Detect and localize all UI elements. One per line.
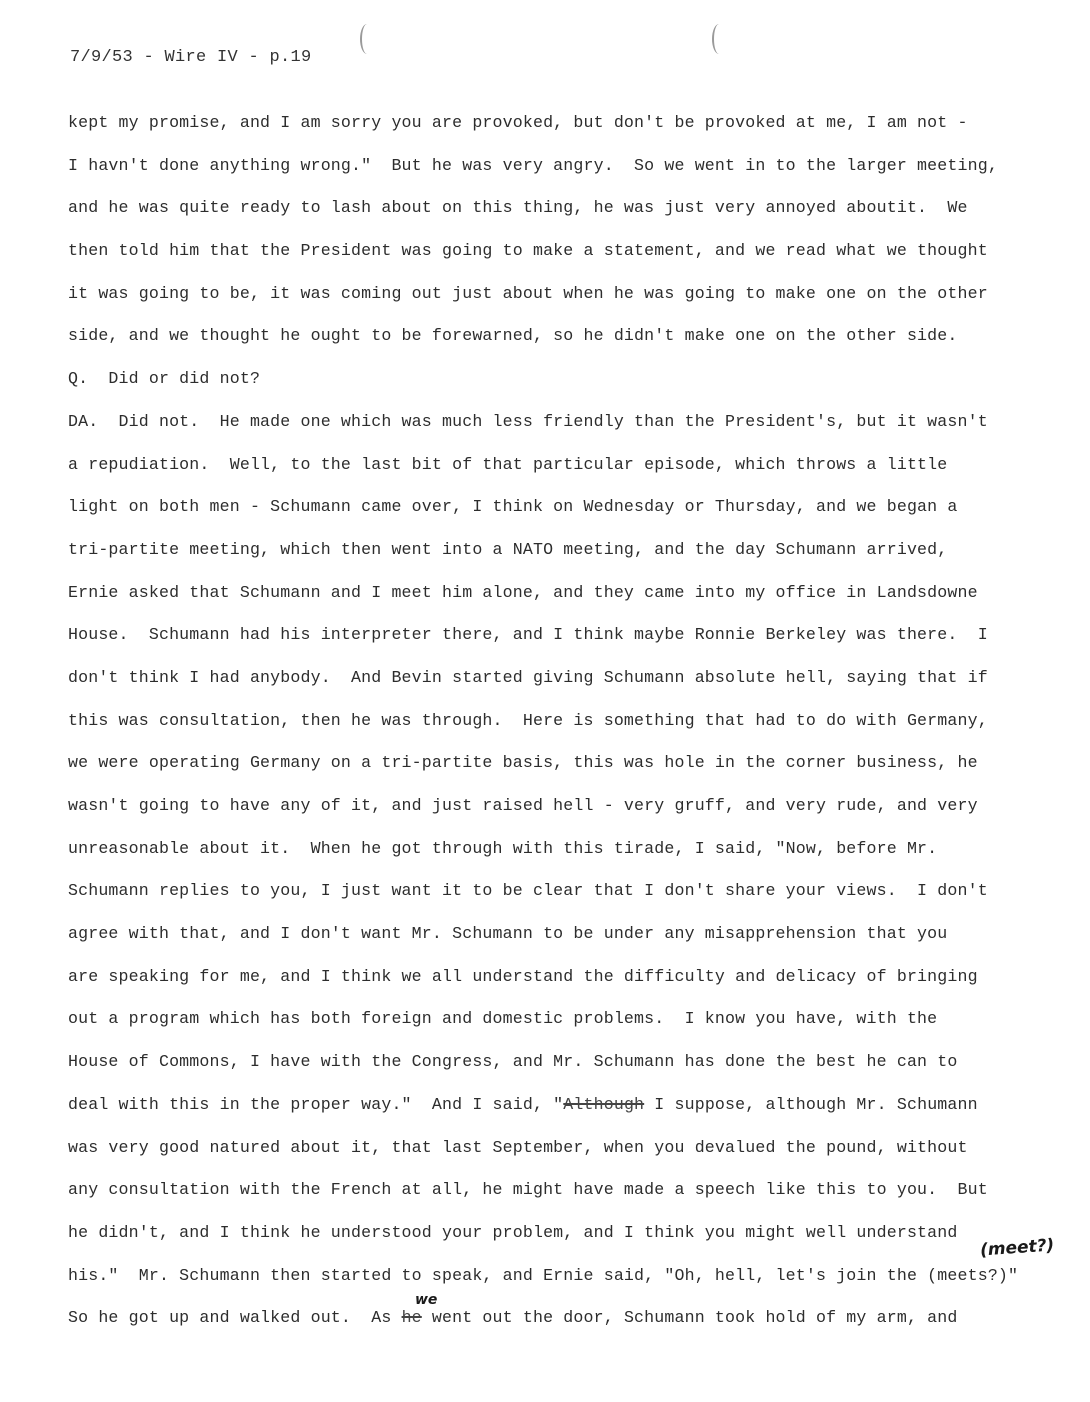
- text-line: I havn't done anything wrong." But he was very angry. So we went in to the larger meeting,: [68, 155, 998, 175]
- text-line: House of Commons, I have with the Congress, and Mr. Schumann has done the best he can to: [68, 1052, 958, 1072]
- text-segment: went out the door, Schumann took hold of my arm, and: [421, 1308, 958, 1328]
- text-segment: I suppose, although Mr. Schumann: [644, 1094, 978, 1114]
- text-line: side, and we thought he ought to be forewarned, so he didn't make one on the other side.: [68, 326, 958, 346]
- text-line: a repudiation. Well, to the last bit of that particular episode, which throws a little: [68, 454, 948, 474]
- text-line: Q. Did or did not?: [68, 369, 261, 389]
- text-line: his." Mr. Schumann then started to speak, and Ernie said, "Oh, hell, let's join the (meets?)": [68, 1265, 1019, 1285]
- handwritten-annotation-we: we: [415, 1292, 438, 1308]
- struck-word: Although: [563, 1094, 645, 1114]
- text-line-with-strikeout: [68, 1094, 1058, 1137]
- text-line: are speaking for me, and I think we all understand the difficulty and delicacy of bringing: [68, 966, 978, 986]
- text-line: we were operating Germany on a tri-partite basis, this was hole in the corner business, he: [68, 753, 978, 773]
- punch-mark-left: [360, 24, 374, 54]
- text-line: House. Schumann had his interpreter there, and I think maybe Ronnie Berkeley was there. I: [68, 625, 988, 645]
- text-line: Schumann replies to you, I just want it to be clear that I don't share your views. I don't: [68, 881, 988, 901]
- text-line: it was going to be, it was coming out just about when he was going to make one on the other: [68, 283, 988, 303]
- text-line: then told him that the President was going to make a statement, and we read what we thought: [68, 241, 988, 261]
- text-line: DA. Did not. He made one which was much less friendly than the President's, but it wasn't: [68, 411, 988, 431]
- text-line: unreasonable about it. When he got through with this tirade, I said, "Now, before Mr.: [68, 838, 938, 858]
- text-line: light on both men - Schumann came over, I think on Wednesday or Thursday, and we began a: [68, 497, 958, 517]
- text-line-with-correction: [68, 1307, 1058, 1350]
- transcript-body: [68, 112, 1058, 1350]
- text-line: tri-partite meeting, which then went into a NATO meeting, and the day Schumann arrived,: [68, 539, 948, 559]
- text-segment: So he got up and walked out. As: [68, 1308, 402, 1328]
- text-line: Ernie asked that Schumann and I meet him alone, and they came into my office in Landsdowne: [68, 582, 978, 602]
- struck-word: he: [401, 1308, 422, 1328]
- text-line: he didn't, and I think he understood your problem, and I think you might well understand: [68, 1222, 958, 1242]
- handwritten-annotation-meet: (meet?): [979, 1235, 1055, 1261]
- text-segment: deal with this in the proper way." And I said, ": [68, 1094, 564, 1114]
- page-header: 7/9/53 - Wire IV - p.19: [70, 48, 312, 67]
- text-line: out a program which has both foreign and domestic problems. I know you have, with the: [68, 1009, 938, 1029]
- text-line: wasn't going to have any of it, and just raised hell - very gruff, and very rude, and very: [68, 796, 978, 815]
- text-line: and he was quite ready to lash about on this thing, he was just very annoyed aboutit. We: [68, 198, 968, 218]
- text-line: any consultation with the French at all, he might have made a speech like this to you. But: [68, 1180, 988, 1200]
- punch-mark-right: [712, 24, 726, 54]
- text-line: agree with that, and I don't want Mr. Schumann to be under any misapprehension that you: [68, 924, 948, 944]
- text-line: this was consultation, then he was through. Here is something that had to do with Germany,: [68, 710, 988, 730]
- text-line: don't think I had anybody. And Bevin started giving Schumann absolute hell, saying that if: [68, 667, 988, 687]
- text-line: kept my promise, and I am sorry you are provoked, but don't be provoked at me, I am not -: [68, 113, 968, 132]
- text-line: was very good natured about it, that last September, when you devalued the pound, without: [68, 1137, 968, 1157]
